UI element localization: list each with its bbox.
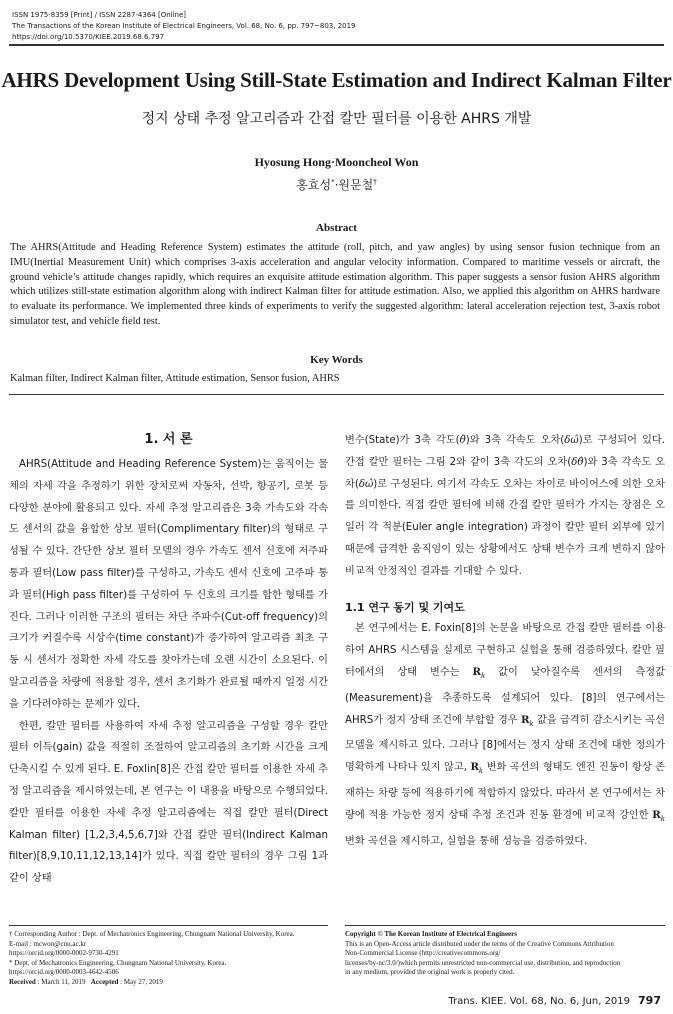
paper-title: AHRS Development Using Still-State Estimation and Indirect Kalman Filter (1, 68, 672, 92)
motivation-paragraph: 본 연구에서는 E. Foxin[8]의 논문을 바탕으로 간접 칼만 필터를 이용하여 AHRS 시스템을 실제로 구현하고 실험을 통해 검증하였다. 칼만 필터에서의 상태 변수는 $R_k$ 값이 낮아질수록 센서의 측정값(Measurement)을 추종하도록 설계되어 있다. [8]의 연구에서는 AHRS가 정지 상태 조건에 부합할 경우 $R_k$ 값을 급격히 감소시키는 곡선 모델을 제시하고 있다. 그러나 [8]에서는 정지 상태 조건에 대한 정의가 명확하게 나타나 있지 않고, $R_k$ 변화 곡선의 형태도 엔진 진동이 항상 존재하는 차량 등에 적용하기에 적합하지 않았다. 따라서 본 연구에서는 차량에 적용 가능한 정지 상태 추정 조건과 진동 환경에 비교적 강인한 $R_k$ 변화 곡선을 제시하고, 실험을 통해 성능을 검증하였다. (345, 623, 666, 847)
corresponding-author: † Corresponding Author : Dept. of Mechatronics Engineering, Chungnam National University, Korea. (9, 930, 295, 938)
paper-subtitle-korean: 정지 상태 추정 알고리즘과 간접 칼만 필터를 이용한 AHRS 개발 (141, 111, 532, 127)
orcid-link-1[interactable]: https://orcid.org/0000-0002-9730-4291 (9, 949, 119, 958)
abstract-heading: Abstract (316, 222, 357, 234)
journal-line: The Transactions of the Korean Institute of Electrical Engineers, Vol. 68, No. 6, pp. 797~803, 2019 (12, 22, 356, 30)
author-second-mark: † (373, 178, 377, 186)
subsection-heading-motivation: 1.1 연구 동기 및 기여도 (345, 600, 465, 614)
intro-paragraph-1: AHRS(Attitude and Heading Reference System)는 움직이는 물체의 자세 각을 추정하기 위한 장치로써 자동차, 선박, 항공기, 로봇 등 다양한 분야에 활용되고 있다. 자세 추정 알고리즘은 3축 가속도와 각속도 센서의 값을 융합한 상보 필터(Complimentary filter)의 형태로 구성될 수 있다. 간단한 상보 필터 모델의 경우 가속도 센서 신호에 저주파 통과 필터(Low pass filter)를 구성하고, 가속도 센서 신호에 고주파 통과 필터(High pass filter)를 구성하여 두 신호의 크기를 합한 형태를 가진다. 그러나 이러한 구조의 필터는 차단 주파수(Cut-off frequency)의 크기가 커질수록 시상수(time constant)가 증가하여 알고리즘 최초 구동 시 센서가 정확한 자세 각도를 찾아가는데 오랜 시간이 소요된다. 이 알고리즘을 차량에 적용할 경우, 센서 초기화가 완료될 때까지 일정 시간을 기다려야하는 문제가 있다. (9, 459, 328, 710)
abstract-divider (9, 394, 664, 395)
abstract-text: The AHRS(Attitude and Heading Reference System) estimates the attitude (roll, pitch, and yaw angles) by using sensor fusion technique from an IMU(Inertial Measurement Unit) which comprises 3-axis acceleration and angular velocity information. Compared to maritime vessels or aircraft, the ground vehicle’s attitude changes rapidly, which requires an exquisite attitude estimation algorithm. This paper suggests a sensor fusion AHRS algorithm which utilizes still-state estimation algorithm along with indirect Kalman filter for attitude estimation. Also, we applied this algorithm on AHRS hardware to evaluate its performance. We implemented three kinds of experiments to verify the suggested algorithm: lateral acceleration rejection test, 3-axis robot simulator test, and vehicle field test. (10, 242, 660, 327)
license-line-1: This is an Open-Access article distributed under the terms of the Creative Commons Attribution (345, 939, 614, 948)
page-footer (448, 994, 661, 1007)
section-spacer (345, 583, 665, 597)
license-line-2[interactable]: Non-Commercial License (http://creativecommons.org/ (345, 949, 501, 958)
author-second: 원문철 (338, 178, 374, 192)
orcid-link-2[interactable]: https://orcid.org/0000-0003-4642-4506 (9, 968, 119, 977)
keywords-text: Kalman filter, Indirect Kalman filter, Attitude estimation, Sensor fusion, AHRS (10, 373, 340, 384)
r-k-symbol: $R_k$ (652, 808, 665, 823)
left-column (9, 454, 328, 890)
journal-header (12, 10, 652, 43)
authors-english: Hyosung Hong·Mooncheol Won (254, 155, 419, 169)
footnote-divider-left (9, 925, 328, 926)
right-column (345, 430, 665, 852)
received-accepted: Received : March 11, 2019 Accepted : May 27, 2019 (9, 977, 163, 986)
author-first: 홍효성 (296, 178, 332, 192)
delta-theta-hat-symbol: δθ̂ (571, 456, 584, 468)
page-number: 797 (638, 994, 661, 1007)
r-k-symbol: $R_k$ (520, 713, 534, 728)
license-line-4: in any medium, provided the original work is properly cited. (345, 968, 515, 977)
delta-omega-hat-symbol: δω̂ (358, 478, 374, 490)
r-k-symbol: $R_k$ (470, 761, 484, 776)
footnote-divider-right (345, 925, 665, 926)
author-email[interactable]: E-mail : mcwon@cnu.ac.kr (9, 939, 87, 948)
r-k-symbol: $R_k$ (472, 665, 486, 680)
license-line-3: licenses/by-nc/3.0/)which permits unrestricted non-commercial use, distribution, and reproduction (345, 958, 621, 967)
keywords-heading: Key Words (310, 354, 363, 366)
header-divider (9, 44, 664, 46)
theta-hat-symbol: θ̂ (459, 435, 466, 446)
copyright-footnote (345, 930, 665, 978)
authors-korean (0, 176, 673, 193)
delta-omega-hat-symbol: δω̂ (564, 435, 579, 446)
author-separator: · (334, 178, 339, 192)
footer-citation: Trans. KIEE. Vol. 68, No. 6, Jun, 2019 (448, 996, 631, 1007)
doi-link[interactable]: https://doi.org/10.5370/KIEE.2019.68.6.797 (12, 33, 165, 41)
author-footnote (9, 930, 334, 988)
author-dept: * Dept. of Mechatronics Engineering, Chungnam National University, Korea. (9, 958, 227, 967)
section-heading-introduction: 1. 서 론 (144, 432, 193, 447)
author-first-mark: * (331, 178, 335, 186)
intro-paragraph-continued: 변수(State)가 3축 각도(θ̂)와 3축 각속도 오차(δω̂)로 구성되어 있다. 간접 칼만 필터는 그림 2와 같이 3축 각도의 오차(δθ̂)와 3축 각속도 오차(δω̂)로 구성된다. 여기서 각속도 오차는 자이로 바이어스에 의한 오차를 의미한다. 직접 칼만 필터에 비해 간접 칼만 필터가 가지는 장점은 오일러 각 적분(Euler angle integration) 과정이 칼만 필터 외부에 있기 때문에 급격한 움직임이 있는 상황에서도 상태 변수가 크게 변하지 않아 비교적 안정적인 결과를 기대할 수 있다. (345, 435, 666, 577)
issn-line: ISSN 1975-8359 [Print] / ISSN 2287-4364 [Online] (12, 11, 186, 19)
intro-paragraph-2: 한편, 칼만 필터를 사용하여 자세 추정 알고리즘을 구성할 경우 칼만 필터 이득(gain) 값을 적절히 조절하여 알고리즘의 초기화 시간을 크게 단축시킬 수 있게 된다. E. Foxlin[8]은 간접 칼만 필터를 이용한 자세 추정 알고리즘을 제시하였는데, 본 연구는 이 내용을 바탕으로 수행되었다. 칼만 필터를 이용한 자세 추정 알고리즘에는 직접 칼만 필터(Direct Kalman filter) [1,2,3,4,5,6,7]와 간접 칼만 필터(Indirect Kalman filter)[8,9,10,11,12,13,14]가 있다. 직접 칼만 필터의 경우 그림 1과 같이 상태 (9, 720, 328, 885)
copyright-title: Copyright © The Korean Institute of Electrical Engineers (345, 930, 517, 938)
